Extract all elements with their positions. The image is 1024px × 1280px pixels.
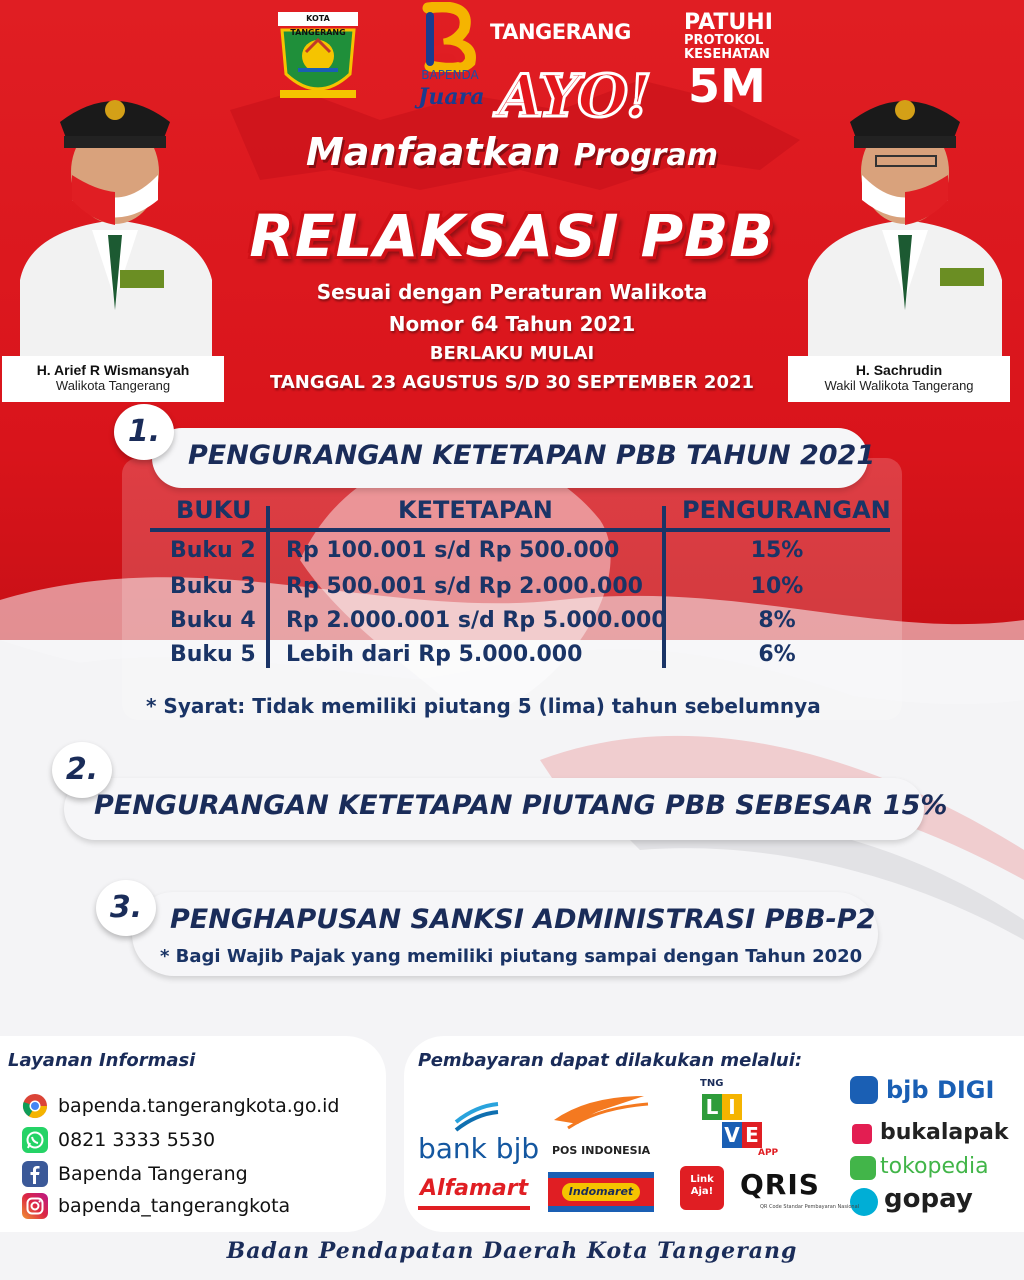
contact-text: bapenda.tangerangkota.go.id [58, 1095, 340, 1117]
table-row [0, 538, 1024, 572]
contact-website[interactable] [22, 1092, 340, 1120]
table-header-divider [150, 528, 890, 532]
cell-ketetapan: Lebih dari Rp 5.000.000 [286, 642, 583, 667]
qris-caption: QR Code Standar Pembayaran Nasional [760, 1204, 860, 1210]
prokes-line1: PATUHI [684, 10, 773, 35]
table-row [0, 642, 1024, 676]
section3-heading: PENGHAPUSAN SANKSI ADMINISTRASI PBB-P2 [170, 904, 876, 935]
payment-tng-live [700, 1094, 784, 1154]
subtitle-1: Sesuai dengan Peraturan Walikota [316, 280, 708, 304]
cell-pengurangan: 8% [758, 608, 796, 633]
payment-bjb-digi: bjb DIGI [886, 1076, 995, 1104]
kota-tangerang-logo [268, 12, 368, 104]
indomaret-badge [548, 1172, 654, 1212]
prokes-line3: KESEHATAN [684, 47, 770, 62]
contact-text: 0821 3333 5530 [58, 1129, 216, 1151]
mayor-role: Walikota Tangerang [55, 378, 171, 393]
bapenda-logo [400, 2, 500, 117]
kota-label: KOTA TANGERANG [278, 12, 358, 26]
section2-number: 2. [52, 742, 112, 798]
section2-heading: PENGURANGAN KETETAPAN PIUTANG PBB SEBESAR 15% [94, 790, 948, 821]
table-row [0, 608, 1024, 642]
table-row [0, 574, 1024, 608]
contact-text: Bapenda Tangerang [58, 1163, 248, 1185]
mayor-name: H. Arief R Wismansyah [36, 362, 190, 378]
tangerang-ayo-logo [490, 18, 670, 130]
cell-buku: Buku 5 [170, 642, 256, 667]
bukalapak-icon [852, 1124, 872, 1144]
cell-ketetapan: Rp 100.001 s/d Rp 500.000 [286, 538, 620, 563]
prokes-block [684, 10, 784, 113]
subtitle-3: BERLAKU MULAI [429, 343, 595, 364]
section1-heading: PENGURANGAN KETETAPAN PBB TAHUN 2021 [188, 440, 876, 471]
tokopedia-icon [850, 1156, 876, 1180]
bapenda-tagline: Juara [418, 84, 485, 110]
payment-bank-bjb: bank bjb [418, 1132, 540, 1165]
cell-buku: Buku 4 [170, 608, 256, 633]
live-letter-l: L [702, 1094, 722, 1120]
bapenda-label: BAPENDA [421, 68, 479, 82]
col-header-pengurangan: PENGURANGAN [682, 496, 891, 524]
payment-indomaret: Indomaret [562, 1183, 640, 1201]
vice-mayor-name: H. Sachrudin [855, 362, 943, 378]
contact-whatsapp[interactable] [22, 1126, 215, 1154]
section1-number: 1. [114, 404, 174, 460]
footer-tagline: Badan Pendapatan Daerah Kota Tangerang [226, 1238, 798, 1264]
chrome-icon [22, 1093, 48, 1119]
payment-pos: POS INDONESIA [552, 1144, 651, 1157]
cell-buku: Buku 3 [170, 574, 256, 599]
payment-tokopedia: tokopedia [880, 1154, 989, 1179]
subtitle-4: TANGGAL 23 AGUSTUS S/D 30 SEPTEMBER 2021 [269, 372, 755, 393]
section1-note: * Syarat: Tidak memiliki piutang 5 (lima) tahun sebelumnya [146, 694, 821, 718]
gopay-icon [850, 1188, 878, 1216]
payment-qris: QRIS [740, 1168, 820, 1201]
ayo-big-label: AYO! [498, 62, 650, 130]
live-letter-i: I [722, 1094, 742, 1120]
payment-title: Pembayaran dapat dilakukan melalui: [418, 1050, 803, 1071]
live-small-label: TNG [700, 1078, 724, 1089]
ayo-top-label: TANGERANG [490, 20, 631, 44]
bapenda-b-icon [400, 2, 500, 72]
prokes-line2: PROTOKOL [684, 33, 764, 48]
subtitle-2: Nomor 64 Tahun 2021 [388, 312, 636, 336]
prokes-line4: 5M [688, 59, 766, 113]
cell-pengurangan: 10% [750, 574, 804, 599]
contact-instagram[interactable] [22, 1192, 290, 1220]
title-line1-a: Manfaatkan [306, 130, 561, 174]
section3-note: * Bagi Wajib Pajak yang memiliki piutang sampai dengan Tahun 2020 [160, 946, 863, 967]
live-letter-v: V [722, 1122, 742, 1148]
section3-number: 3. [96, 880, 156, 936]
payment-gopay: gopay [884, 1184, 973, 1214]
info-title: Layanan Informasi [8, 1050, 196, 1071]
payment-linkaja: Link Aja! [690, 1174, 714, 1197]
contact-text: bapenda_tangerangkota [58, 1195, 291, 1217]
title-manfaatkan [0, 130, 1024, 174]
whatsapp-icon [22, 1127, 48, 1153]
facebook-icon [22, 1161, 48, 1187]
bjb-digi-icon [850, 1076, 878, 1104]
col-header-buku: BUKU [176, 496, 252, 524]
cell-ketetapan: Rp 500.001 s/d Rp 2.000.000 [286, 574, 643, 599]
col-header-ketetapan: KETETAPAN [398, 496, 553, 524]
instagram-icon [22, 1193, 48, 1219]
cell-buku: Buku 2 [170, 538, 256, 563]
cell-pengurangan: 6% [758, 642, 796, 667]
title-main: RELAKSASI PBB [249, 202, 775, 270]
vice-mayor-role: Wakil Walikota Tangerang [824, 378, 974, 393]
bank-bjb-wave-icon [452, 1100, 502, 1134]
cell-ketetapan: Rp 2.000.001 s/d Rp 5.000.000 [286, 608, 667, 633]
contact-facebook[interactable] [22, 1160, 248, 1188]
pos-indonesia-icon [548, 1090, 652, 1138]
linkaja-badge [680, 1166, 724, 1210]
live-letter-e: E [742, 1122, 762, 1148]
payment-alfamart: Alfamart [420, 1176, 529, 1201]
live-app-label: APP [758, 1148, 779, 1158]
title-line1-b: Program [573, 138, 718, 173]
payment-bukalapak: bukalapak [880, 1120, 1009, 1145]
alfamart-badge [418, 1174, 530, 1210]
cell-pengurangan: 15% [750, 538, 804, 563]
